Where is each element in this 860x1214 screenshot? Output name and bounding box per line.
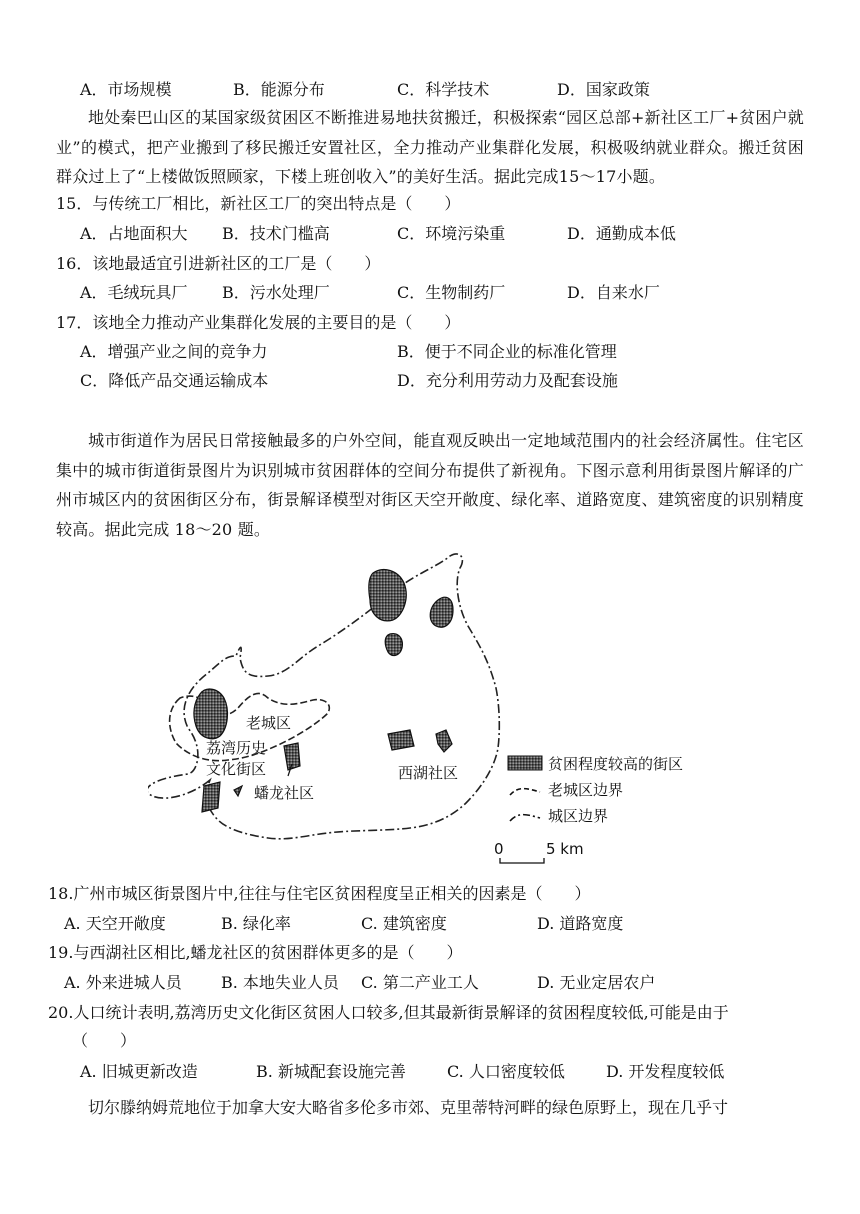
legend-poor-swatch	[508, 756, 542, 770]
poor-district-panlong-3	[234, 786, 242, 796]
legend-old-border-swatch	[510, 789, 540, 795]
q18-option-d: D. 道路宽度	[537, 914, 624, 933]
scale-five-km: 5 km	[546, 840, 584, 858]
passage-2	[56, 426, 804, 544]
legend-city-border-label: 城区边界	[548, 807, 609, 825]
q20-stem-bracket: （ ）	[72, 1031, 137, 1050]
label-panlong: 蟠龙社区	[254, 784, 315, 802]
q15-stem: 15．与传统工厂相比，新社区工厂的突出特点是（ ）	[56, 194, 461, 213]
q18-option-a: A. 天空开敞度	[64, 914, 166, 933]
label-old-city: 老城区	[246, 714, 292, 732]
q17-option-b: B．便于不同企业的标准化管理	[397, 342, 617, 361]
poor-district-north-1	[369, 570, 406, 621]
scale-bar	[500, 858, 544, 863]
q16-option-b: B．污水处理厂	[222, 283, 330, 302]
q20-option-d: D. 开发程度较低	[606, 1062, 725, 1081]
q20-option-b: B. 新城配套设施完善	[256, 1062, 406, 1081]
poor-district-north-3	[385, 634, 402, 656]
q15-option-d: D．通勤成本低	[567, 224, 676, 243]
q20-option-a: A. 旧城更新改造	[80, 1062, 198, 1081]
q16-option-c: C．生物制药厂	[397, 283, 506, 302]
q14-option-b: B．能源分布	[233, 80, 325, 99]
poor-district-north-2	[430, 597, 453, 627]
q14-option-a: A．市场规模	[80, 80, 172, 99]
q15-option-b: B．技术门槛高	[222, 224, 330, 243]
q14-option-c: C．科学技术	[397, 80, 490, 99]
q14-option-d: D．国家政策	[557, 80, 650, 99]
legend-old-border-label: 老城区边界	[548, 781, 624, 799]
q19-option-a: A. 外来进城人员	[64, 973, 182, 992]
poor-district-panlong-2	[202, 782, 220, 812]
q18-option-b: B. 绿化率	[221, 914, 291, 933]
q20-option-c: C. 人口密度较低	[447, 1062, 565, 1081]
poor-district-panlong-1	[284, 743, 300, 770]
q20-stem: 20.人口统计表明,荔湾历史文化街区贫困人口较多,但其最新街景解译的贫困程度较低,可能是由于	[48, 1003, 729, 1022]
q18-stem: 18.广州市城区街景图片中,往往与住宅区贫困程度呈正相关的因素是（ ）	[48, 884, 591, 903]
poor-district-xihu-2	[436, 730, 452, 752]
passage-2-text: 城市街道作为居民日常接触最多的户外空间，能直观反映出一定地域范围内的社会经济属性。住宅区集中的城市街道街景图片为识别城市贫困群体的空间分布提供了新视角。下图示意利用街景图片解译的广州市城区内的贫困街区分布，街景解译模型对街区天空开敞度、绿化率、道路宽度、建筑密度的识别精度较高。据此完成 18～20 题。	[56, 431, 804, 539]
label-liwan-1: 荔湾历史	[206, 739, 267, 757]
legend-city-border-swatch	[510, 815, 540, 821]
legend-poor-label: 贫困程度较高的街区	[548, 755, 684, 773]
q17-option-c: C．降低产品交通运输成本	[80, 371, 269, 390]
passage-1	[56, 103, 804, 192]
poor-district-xihu-1	[388, 730, 414, 750]
q16-option-d: D．自来水厂	[567, 283, 660, 302]
q16-stem: 16．该地最适宜引进新社区的工厂是（ ）	[56, 254, 381, 273]
q17-option-a: A．增强产业之间的竞争力	[80, 342, 268, 361]
q15-option-a: A．占地面积大	[80, 224, 188, 243]
passage-1-text: 地处秦巴山区的某国家级贫困区不断推进易地扶贫搬迁，积极探索“园区总部+新社区工厂+贫困户就业”的模式，把产业搬到了移民搬迁安置社区，全力推动产业集群化发展，积极吸纳就业群众。搬迁贫困群众过上了“上楼做饭照顾家，下楼上班创收入”的美好生活。据此完成15～17小题。	[56, 108, 804, 186]
scale-zero: 0	[494, 840, 504, 858]
passage-3: 切尔滕纳姆荒地位于加拿大安大略省多伦多市郊、克里蒂特河畔的绿色原野上，现在几乎寸	[88, 1098, 729, 1117]
q19-option-b: B. 本地失业人员	[221, 973, 339, 992]
q19-option-d: D. 无业定居农户	[537, 973, 656, 992]
q19-option-c: C. 第二产业工人	[361, 973, 479, 992]
q17-option-d: D．充分利用劳动力及配套设施	[397, 371, 618, 390]
label-liwan-2: 文化街区	[206, 760, 267, 778]
q17-stem: 17．该地全力推动产业集群化发展的主要目的是（ ）	[56, 313, 461, 332]
label-xihu: 西湖社区	[398, 764, 459, 782]
q15-option-c: C．环境污染重	[397, 224, 506, 243]
guangzhou-poverty-map	[148, 548, 718, 868]
q18-option-c: C. 建筑密度	[361, 914, 447, 933]
q19-stem: 19.与西湖社区相比,蟠龙社区的贫困群体更多的是（ ）	[48, 943, 463, 962]
q16-option-a: A．毛绒玩具厂	[80, 283, 188, 302]
poor-district-liwan	[194, 689, 228, 739]
